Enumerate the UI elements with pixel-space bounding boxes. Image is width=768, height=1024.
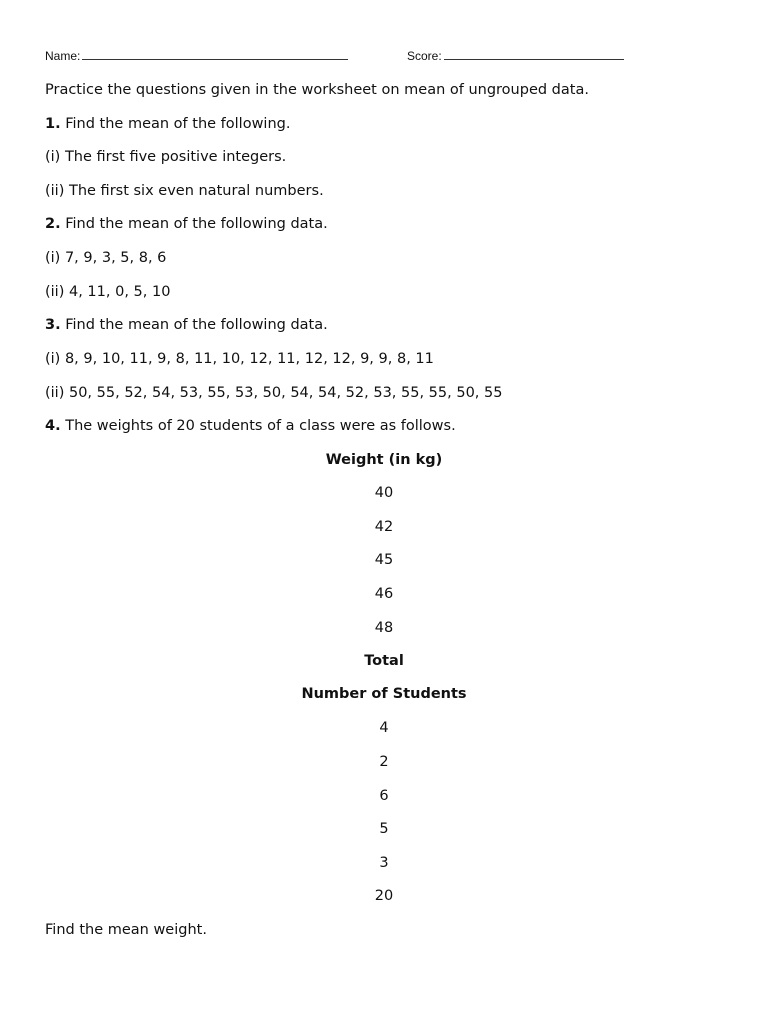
question-1 bbox=[45, 115, 290, 133]
question-1-part-ii: (ii) The first six even natural numbers. bbox=[45, 183, 324, 199]
question-2-part-ii: (ii) 4, 11, 0, 5, 10 bbox=[45, 284, 171, 300]
question-4-number: 4. bbox=[45, 418, 61, 434]
score-field bbox=[407, 47, 624, 63]
question-4 bbox=[45, 417, 456, 435]
students-value: 2 bbox=[379, 754, 389, 770]
score-blank-line[interactable] bbox=[444, 47, 624, 60]
question-3-number: 3. bbox=[45, 317, 61, 333]
weight-value: 42 bbox=[374, 519, 394, 535]
name-label: Name: bbox=[45, 49, 81, 63]
name-field bbox=[45, 47, 348, 63]
question-3-part-i: (i) 8, 9, 10, 11, 9, 8, 11, 10, 12, 11, 12, 12, 9, 9, 8, 11 bbox=[45, 351, 434, 367]
intro-text: Practice the questions given in the worksheet on mean of ungrouped data. bbox=[45, 82, 589, 98]
weight-value: 46 bbox=[374, 586, 394, 602]
students-value: 4 bbox=[379, 720, 389, 736]
weight-value: 40 bbox=[374, 485, 394, 501]
question-4-text: The weights of 20 students of a class were as follows. bbox=[65, 418, 456, 434]
question-1-number: 1. bbox=[45, 116, 61, 132]
weight-column-header: Weight (in kg) bbox=[325, 452, 443, 468]
question-3-text: Find the mean of the following data. bbox=[65, 317, 328, 333]
question-1-part-i: (i) The first five positive integers. bbox=[45, 149, 287, 165]
students-value: 3 bbox=[379, 855, 389, 871]
weight-value: 48 bbox=[374, 620, 394, 636]
question-3 bbox=[45, 316, 328, 334]
closing-instruction: Find the mean weight. bbox=[45, 922, 207, 938]
students-column-header: Number of Students bbox=[301, 686, 467, 702]
students-total-value: 20 bbox=[374, 888, 394, 904]
students-value: 5 bbox=[379, 821, 389, 837]
name-blank-line[interactable] bbox=[82, 47, 348, 60]
question-2-part-i: (i) 7, 9, 3, 5, 8, 6 bbox=[45, 250, 167, 266]
total-label: Total bbox=[364, 653, 404, 669]
score-label: Score: bbox=[407, 49, 442, 63]
students-value: 6 bbox=[379, 788, 389, 804]
weight-value: 45 bbox=[374, 552, 394, 568]
question-1-text: Find the mean of the following. bbox=[65, 116, 291, 132]
question-2-text: Find the mean of the following data. bbox=[65, 216, 328, 232]
question-2 bbox=[45, 215, 328, 233]
question-3-part-ii: (ii) 50, 55, 52, 54, 53, 55, 53, 50, 54, 54, 52, 53, 55, 55, 50, 55 bbox=[45, 385, 503, 401]
question-2-number: 2. bbox=[45, 216, 61, 232]
